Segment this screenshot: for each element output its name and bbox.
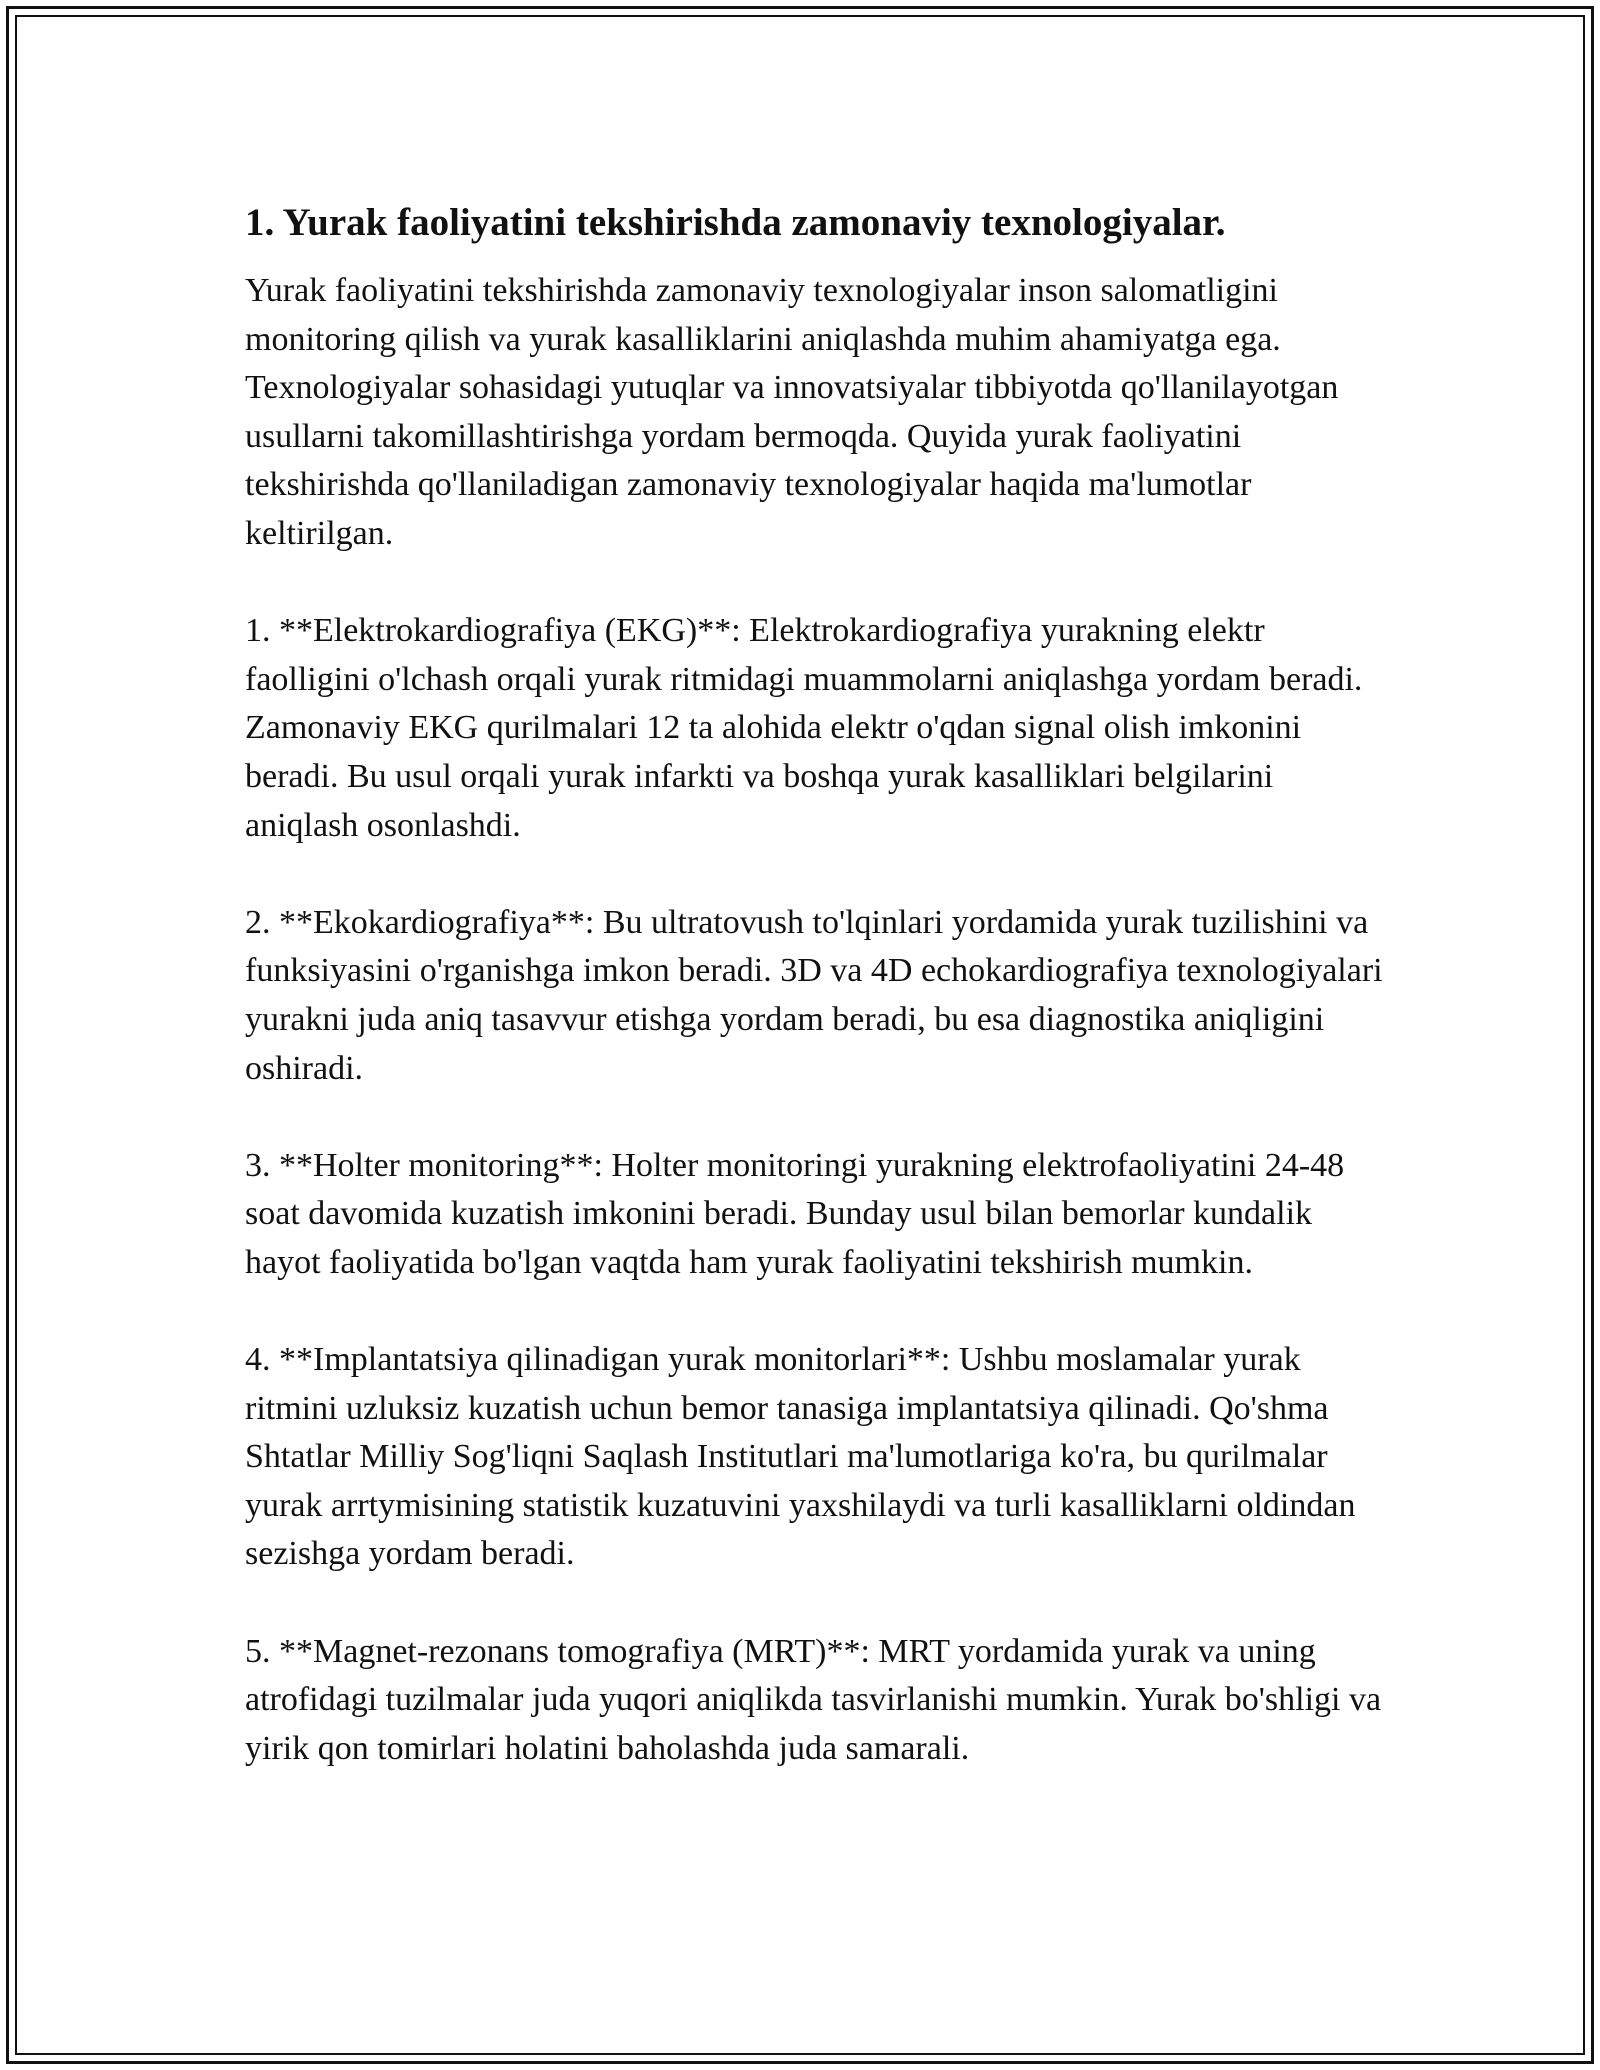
intro-paragraph: Yurak faoliyatini tekshirishda zamonaviy texnologiyalar inson salomatligini monitoring qilish va yurak kasalliklarini aniqlashda muhim ahamiyatga ega. Texnologiyalar sohasidagi yutuqlar va innovatsiyalar tibbiyotda qo'llanilayotgan usullarni takomillashtirishga yordam bermoqda. Quyida yurak faoliyatini tekshirishda qo'llaniladigan zamonaviy texnologiyalar haqida ma'lumotlar keltirilgan. [245, 272, 1339, 552]
document-body [245, 195, 1385, 1773]
page-frame [6, 6, 1594, 2064]
paragraph-implantable-monitors: 4. **Implantatsiya qilinadigan yurak monitorlari**: Ushbu moslamalar yurak ritmini uzluksiz kuzatish uchun bemor tanasiga implantatsiya qilinadi. Qo'shma Shtatlar Milliy Sog'liqni Saqlash Institutlari ma'lumotlariga ko'ra, bu qurilmalar yurak arrtymisining statistik kuzatuvini yaxshilaydi va turli kasalliklarni oldindan sezishga yordam beradi. [245, 1341, 1356, 1573]
section-title: 1. Yurak faoliyatini tekshirishda zamonaviy texnologiyalar. [245, 201, 1226, 244]
paragraph-holter-monitoring: 3. **Holter monitoring**: Holter monitoringi yurakning elektrofaoliyatini 24-48 soat davomida kuzatish imkonini beradi. Bunday usul bilan bemorlar kundalik hayot faoliyatida bo'lgan vaqtda ham yurak faoliyatini tekshirish mumkin. [245, 1146, 1345, 1281]
paragraph-echocardiography: 2. **Ekokardiografiya**: Bu ultratovush to'lqinlari yordamida yurak tuzilishini va funksiyasini o'rganishga imkon beradi. 3D va 4D echokardiografiya texnologiyalari yurakni juda aniq tasavvur etishga yordam beradi, bu esa diagnostika aniqligini oshiradi. [245, 903, 1383, 1087]
paragraph-ekg: 1. **Elektrokardiografiya (EKG)**: Elektrokardiografiya yurakning elektr faolligini o'lchash orqali yurak ritmidagi muammolarni aniqlashga yordam beradi. Zamonaviy EKG qurilmalari 12 ta alohida elektr o'qdan signal olish imkonini beradi. Bu usul orqali yurak infarkti va boshqa yurak kasalliklari belgilarini aniqlash osonlashdi. [245, 612, 1363, 844]
paragraph-mrt: 5. **Magnet-rezonans tomografiya (MRT)**: MRT yordamida yurak va uning atrofidagi tuzilmalar juda yuqori aniqlikda tasvirlanishi mumkin. Yurak bo'shligi va yirik qon tomirlari holatini baholashda juda samarali. [245, 1632, 1382, 1767]
